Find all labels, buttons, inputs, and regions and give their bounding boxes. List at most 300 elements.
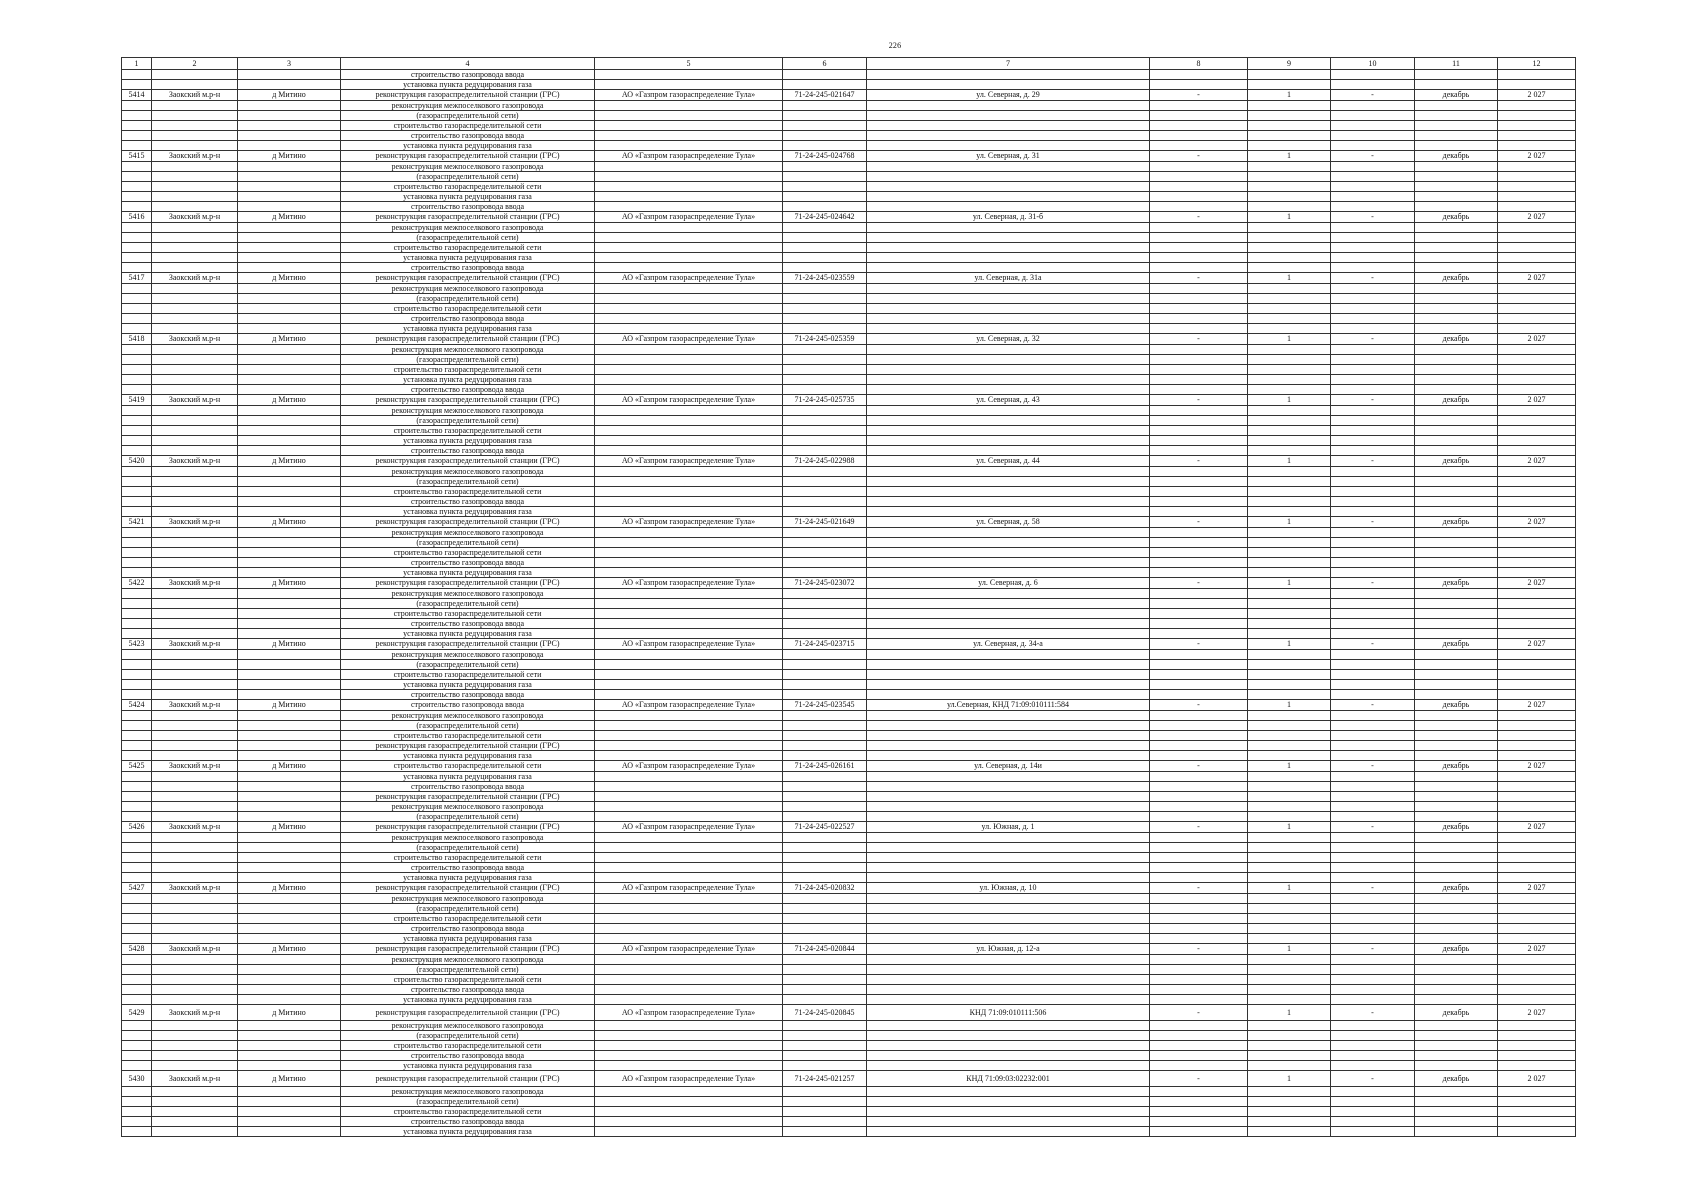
table-row [122,589,1576,599]
empty-cell [1331,202,1415,212]
empty-cell [122,589,152,599]
empty-cell [867,263,1150,273]
empty-cell [152,619,238,629]
empty-cell [783,192,867,202]
empty-cell [238,70,341,80]
empty-cell [1150,731,1248,741]
empty-cell [1498,294,1576,304]
table-row [122,934,1576,944]
empty-cell [1150,680,1248,690]
empty-cell [1150,182,1248,192]
empty-cell [1498,416,1576,426]
empty-cell [238,385,341,395]
empty-cell [595,202,783,212]
table-row [122,660,1576,670]
col-8-value: - [1150,1005,1248,1021]
empty-cell [783,660,867,670]
empty-cell [1248,172,1331,182]
empty-cell [783,568,867,578]
empty-cell [1248,294,1331,304]
empty-cell [122,101,152,111]
empty-cell [1331,324,1415,334]
empty-cell [1331,619,1415,629]
empty-cell [152,365,238,375]
empty-cell [1331,924,1415,934]
empty-cell [1331,70,1415,80]
table-row [122,670,1576,680]
record-id: 5422 [122,578,152,589]
empty-cell [1415,497,1498,507]
empty-cell [1248,934,1331,944]
empty-cell [783,853,867,863]
empty-cell [238,914,341,924]
district: Заокский м.р-н [152,822,238,833]
work-item: строительство газопровода ввода [341,202,595,212]
empty-cell [867,172,1150,182]
empty-cell [867,141,1150,151]
col-10-value: - [1331,456,1415,467]
empty-cell [1150,233,1248,243]
record-row [122,212,1576,223]
empty-cell [1498,965,1576,975]
empty-cell [1415,914,1498,924]
work-item: установка пункта редуцирования газа [341,436,595,446]
empty-cell [1248,355,1331,365]
empty-cell [1150,914,1248,924]
table-row [122,599,1576,609]
empty-cell [595,528,783,538]
empty-cell [238,253,341,263]
empty-cell [595,314,783,324]
locality: д Митино [238,822,341,833]
empty-cell [867,985,1150,995]
empty-cell [152,782,238,792]
empty-cell [1498,172,1576,182]
col-header-6: 6 [783,58,867,70]
empty-cell [867,548,1150,558]
empty-cell [867,599,1150,609]
empty-cell [1248,680,1331,690]
col-header-10: 10 [1331,58,1415,70]
empty-cell [1498,243,1576,253]
empty-cell [238,650,341,660]
table-row [122,1127,1576,1137]
organization: АО «Газпром газораспределение Тула» [595,273,783,284]
col-header-9: 9 [1248,58,1331,70]
empty-cell [1498,934,1576,944]
empty-cell [867,782,1150,792]
col-10-value: - [1331,639,1415,650]
col-9-value: 1 [1248,517,1331,528]
empty-cell [1331,233,1415,243]
col-8-value: - [1150,578,1248,589]
table-row [122,131,1576,141]
empty-cell [867,955,1150,965]
empty-cell [238,680,341,690]
empty-cell [867,223,1150,233]
empty-cell [1498,894,1576,904]
empty-cell [122,355,152,365]
empty-cell [783,934,867,944]
address: ул.Северная, КНД 71:09:010111:584 [867,700,1150,711]
empty-cell [238,477,341,487]
col-header-5: 5 [595,58,783,70]
work-item: реконструкция межпоселкового газопровода [341,406,595,416]
empty-cell [122,314,152,324]
col-9-value: 1 [1248,578,1331,589]
empty-cell [1415,833,1498,843]
empty-cell [238,548,341,558]
work-item: (газораспределительной сети) [341,965,595,975]
empty-cell [1498,568,1576,578]
empty-cell [1415,538,1498,548]
work-item: строительство газораспределительной сети [341,975,595,985]
empty-cell [783,324,867,334]
record-id: 5421 [122,517,152,528]
empty-cell [1150,792,1248,802]
empty-cell [1498,538,1576,548]
empty-cell [122,558,152,568]
table-row [122,172,1576,182]
table-row [122,751,1576,761]
empty-cell [1415,894,1498,904]
empty-cell [122,680,152,690]
empty-cell [1415,1021,1498,1031]
empty-cell [1150,538,1248,548]
empty-cell [1150,843,1248,853]
table-row [122,446,1576,456]
table-row [122,162,1576,172]
empty-cell [1331,416,1415,426]
empty-cell [1150,690,1248,700]
empty-cell [1498,751,1576,761]
work-item: реконструкция газораспределительной станции (ГРС) [341,273,595,284]
table-row [122,365,1576,375]
empty-cell [1150,477,1248,487]
empty-cell [867,162,1150,172]
work-item: реконструкция межпоселкового газопровода [341,467,595,477]
empty-cell [1415,873,1498,883]
work-item: строительство газораспределительной сети [341,1041,595,1051]
empty-cell [1498,365,1576,375]
locality: д Митино [238,639,341,650]
work-item: строительство газопровода ввода [341,690,595,700]
empty-cell [595,690,783,700]
table-row [122,101,1576,111]
empty-cell [595,172,783,182]
empty-cell [1415,568,1498,578]
empty-cell [1150,141,1248,151]
empty-cell [595,233,783,243]
work-item: (газораспределительной сети) [341,599,595,609]
empty-cell [1248,324,1331,334]
empty-cell [867,934,1150,944]
empty-cell [238,782,341,792]
empty-cell [783,1087,867,1097]
empty-cell [122,375,152,385]
empty-cell [1415,975,1498,985]
empty-cell [1415,619,1498,629]
empty-cell [122,660,152,670]
empty-cell [867,70,1150,80]
organization: АО «Газпром газораспределение Тула» [595,456,783,467]
empty-cell [1498,599,1576,609]
empty-cell [152,690,238,700]
table-row [122,121,1576,131]
empty-cell [1498,1097,1576,1107]
work-item: реконструкция газораспределительной станции (ГРС) [341,792,595,802]
empty-cell [1415,985,1498,995]
empty-cell [1248,853,1331,863]
empty-cell [1248,1021,1331,1031]
empty-cell [152,101,238,111]
empty-cell [1498,223,1576,233]
empty-cell [867,355,1150,365]
empty-cell [1248,660,1331,670]
table-row [122,731,1576,741]
empty-cell [1248,548,1331,558]
work-item: реконструкция межпоселкового газопровода [341,589,595,599]
empty-cell [595,446,783,456]
work-item: строительство газораспределительной сети [341,243,595,253]
year: 2 027 [1498,456,1576,467]
col-8-value: - [1150,517,1248,528]
empty-cell [1331,243,1415,253]
empty-cell [1331,670,1415,680]
table-row [122,792,1576,802]
empty-cell [595,416,783,426]
year: 2 027 [1498,212,1576,223]
empty-cell [867,243,1150,253]
address: ул. Южная, д. 10 [867,883,1150,894]
empty-cell [1415,253,1498,263]
empty-cell [867,294,1150,304]
col-8-value: - [1150,639,1248,650]
record-id: 5414 [122,90,152,101]
year: 2 027 [1498,822,1576,833]
record-row [122,334,1576,345]
empty-cell [1150,619,1248,629]
organization: АО «Газпром газораспределение Тула» [595,151,783,162]
record-row [122,578,1576,589]
empty-cell [1150,355,1248,365]
table-row [122,629,1576,639]
empty-cell [1415,721,1498,731]
work-item: (газораспределительной сети) [341,1097,595,1107]
empty-cell [783,162,867,172]
col-9-value: 1 [1248,273,1331,284]
col-9-value: 1 [1248,151,1331,162]
empty-cell [1498,528,1576,538]
empty-cell [1248,802,1331,812]
work-item: (газораспределительной сети) [341,294,595,304]
empty-cell [1248,345,1331,355]
empty-cell [1248,253,1331,263]
record-id: 5426 [122,822,152,833]
empty-cell [238,965,341,975]
empty-cell [1248,975,1331,985]
empty-cell [122,782,152,792]
col-8-value: - [1150,1071,1248,1087]
empty-cell [1248,162,1331,172]
empty-cell [122,863,152,873]
year: 2 027 [1498,578,1576,589]
empty-cell [152,141,238,151]
empty-cell [1150,812,1248,822]
work-item: реконструкция межпоселкового газопровода [341,528,595,538]
empty-cell [1415,1107,1498,1117]
empty-cell [595,772,783,782]
col-9-value: 1 [1248,334,1331,345]
col-10-value: - [1331,517,1415,528]
table-row [122,111,1576,121]
work-item: строительство газопровода ввода [341,497,595,507]
empty-cell [122,690,152,700]
empty-cell [152,1097,238,1107]
work-item: реконструкция газораспределительной станции (ГРС) [341,456,595,467]
locality: д Митино [238,1071,341,1087]
empty-cell [1150,629,1248,639]
empty-cell [783,833,867,843]
empty-cell [238,172,341,182]
empty-cell [1498,690,1576,700]
empty-cell [1415,660,1498,670]
empty-cell [1248,558,1331,568]
empty-cell [1415,233,1498,243]
empty-cell [238,812,341,822]
object-code: 71-24-245-025359 [783,334,867,345]
table-row [122,924,1576,934]
empty-cell [783,1031,867,1041]
empty-cell [1498,1107,1576,1117]
object-code: 71-24-245-021647 [783,90,867,101]
work-item: реконструкция межпоселкового газопровода [341,284,595,294]
year: 2 027 [1498,1005,1576,1021]
empty-cell [1331,548,1415,558]
empty-cell [1248,141,1331,151]
organization: АО «Газпром газораспределение Тула» [595,578,783,589]
empty-cell [238,223,341,233]
empty-cell [783,70,867,80]
address: КНД 71:09:03:02232:001 [867,1071,1150,1087]
empty-cell [238,1051,341,1061]
empty-cell [1415,650,1498,660]
empty-cell [152,955,238,965]
work-item: строительство газораспределительной сети [341,853,595,863]
work-item: реконструкция газораспределительной станции (ГРС) [341,334,595,345]
empty-cell [867,558,1150,568]
empty-cell [122,873,152,883]
empty-cell [1331,568,1415,578]
empty-cell [1150,345,1248,355]
empty-cell [238,802,341,812]
empty-cell [122,792,152,802]
empty-cell [1248,955,1331,965]
empty-cell [1150,1097,1248,1107]
empty-cell [783,314,867,324]
empty-cell [1415,446,1498,456]
empty-cell [1331,914,1415,924]
empty-cell [1415,934,1498,944]
empty-cell [1150,721,1248,731]
empty-cell [595,934,783,944]
empty-cell [1415,162,1498,172]
work-item: (газораспределительной сети) [341,812,595,822]
empty-cell [867,812,1150,822]
work-item: установка пункта редуцирования газа [341,568,595,578]
empty-cell [1331,690,1415,700]
work-item: реконструкция газораспределительной станции (ГРС) [341,1071,595,1087]
empty-cell [1415,101,1498,111]
empty-cell [1150,772,1248,782]
empty-cell [867,446,1150,456]
empty-cell [595,223,783,233]
work-item: строительство газопровода ввода [341,985,595,995]
empty-cell [783,101,867,111]
empty-cell [595,792,783,802]
empty-cell [238,904,341,914]
empty-cell [152,548,238,558]
table-row [122,1041,1576,1051]
empty-cell [867,80,1150,90]
empty-cell [1498,812,1576,822]
empty-cell [122,741,152,751]
empty-cell [783,436,867,446]
work-item: (газораспределительной сети) [341,416,595,426]
empty-cell [867,1061,1150,1071]
empty-cell [152,873,238,883]
empty-cell [595,853,783,863]
empty-cell [1248,406,1331,416]
empty-cell [1498,609,1576,619]
col-9-value: 1 [1248,1005,1331,1021]
empty-cell [783,416,867,426]
empty-cell [1331,721,1415,731]
empty-cell [1415,416,1498,426]
empty-cell [1150,304,1248,314]
table-row [122,355,1576,365]
empty-cell [1248,985,1331,995]
empty-cell [1248,741,1331,751]
record-id: 5427 [122,883,152,894]
record-row [122,883,1576,894]
empty-cell [122,223,152,233]
table-row [122,1087,1576,1097]
empty-cell [783,80,867,90]
page-number: 226 [888,41,902,50]
work-item: реконструкция газораспределительной станции (ГРС) [341,944,595,955]
empty-cell [122,477,152,487]
record-id: 5415 [122,151,152,162]
empty-cell [1498,121,1576,131]
empty-cell [1415,172,1498,182]
empty-cell [1248,80,1331,90]
empty-cell [152,995,238,1005]
empty-cell [867,975,1150,985]
empty-cell [783,1051,867,1061]
empty-cell [595,609,783,619]
empty-cell [595,751,783,761]
organization: АО «Газпром газораспределение Тула» [595,1005,783,1021]
work-item: строительство газораспределительной сети [341,914,595,924]
address: ул. Северная, д. 31а [867,273,1150,284]
empty-cell [1150,924,1248,934]
empty-cell [238,863,341,873]
empty-cell [238,751,341,761]
empty-cell [595,558,783,568]
empty-cell [122,538,152,548]
empty-cell [152,375,238,385]
